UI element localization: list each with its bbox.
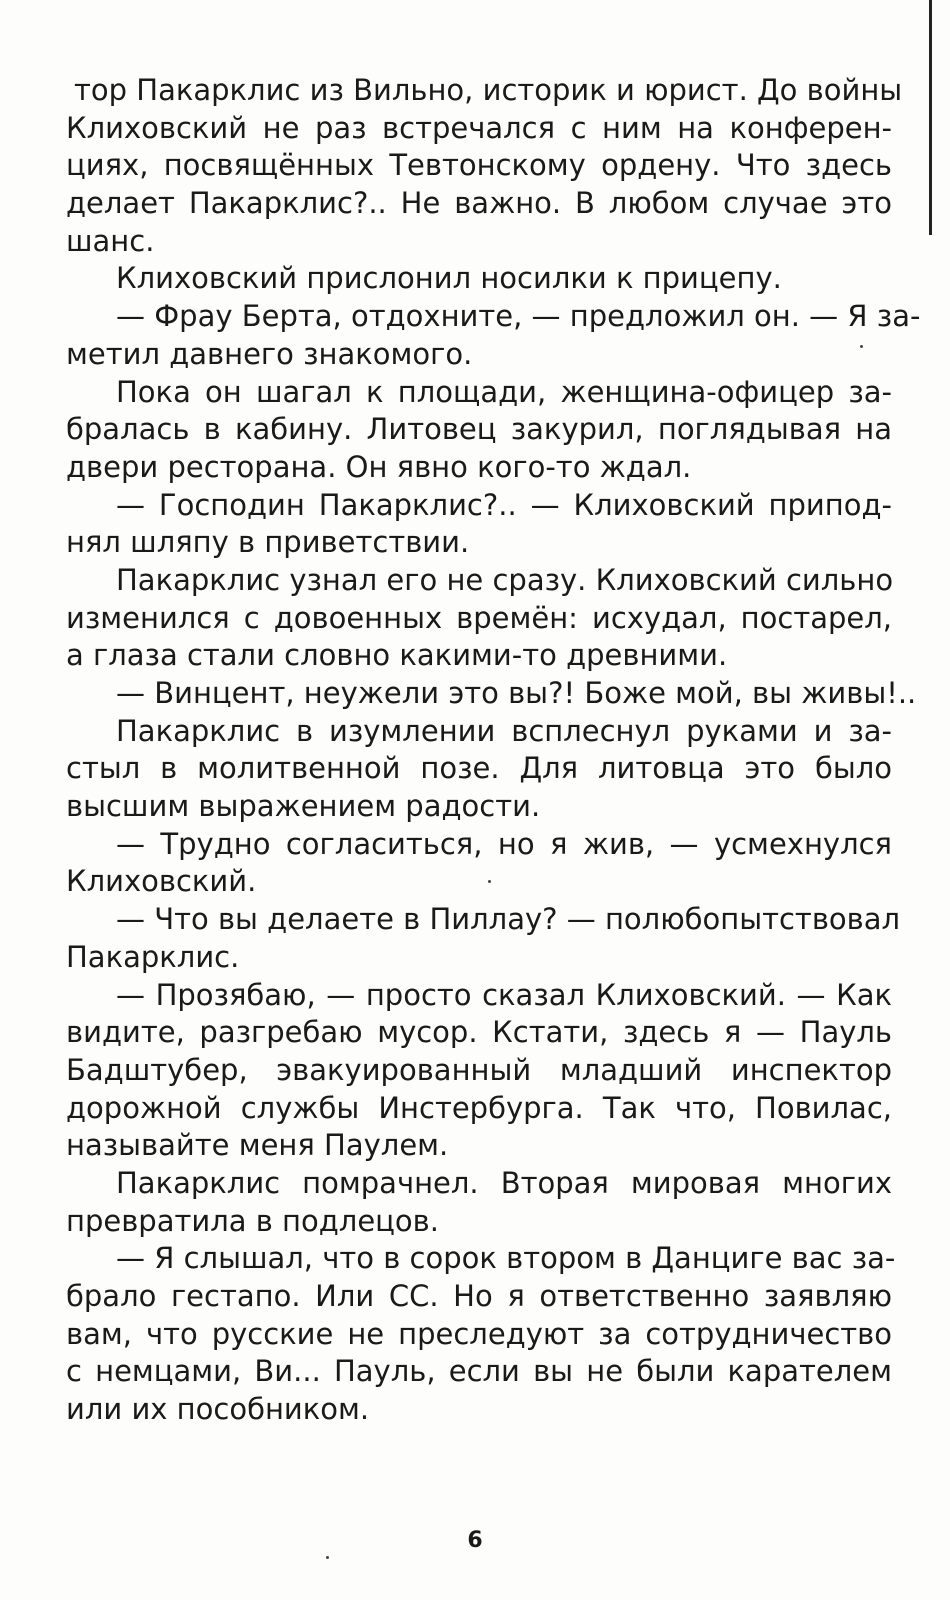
text-line: тор Пакарклис из Вильно, историк и юрист. До войны [74, 73, 903, 107]
text-line: метил давнего знакомого. [66, 336, 473, 371]
text-line: называйте меня Паулем. [66, 1128, 449, 1163]
text-line: циях, посвящённых Тевтонскому ордену. Что здесь [66, 148, 892, 183]
text-line: с немцами, Ви... Пауль, если вы не были карателем [66, 1354, 892, 1389]
text-line: — Винцент, неужели это вы?! Боже мой, вы живы!.. [116, 676, 917, 710]
text-line: стыл в молитвенной позе. Для литовца это было [66, 751, 892, 786]
print-speck [488, 880, 491, 883]
body-text [66, 72, 921, 1429]
text-line: — Трудно согласиться, но я жив, — усмехнулся [116, 826, 892, 861]
text-line: — Что вы делаете в Пиллау? — полюбопытствовал [116, 902, 901, 937]
text-line: Клиховский не раз встречался с ним на конферен- [66, 110, 892, 145]
page-number: 6 [467, 1528, 483, 1553]
text-line: Пока он шагал к площади, женщина-офицер за- [116, 374, 892, 409]
text-line: или их пособником. [66, 1392, 370, 1427]
text-line: делает Пакарклис?.. Не важно. В любом случае это [66, 186, 892, 221]
text-line: брало гестапо. Или СС. Но я ответственно заявляю [66, 1279, 892, 1313]
text-line: высшим выражением радости. [66, 789, 541, 824]
text-line: Клиховский. [66, 864, 257, 899]
text-line: нял шляпу в приветствии. [66, 525, 470, 560]
text-line: Пакарклис. [66, 939, 240, 974]
page-edge-line [929, 0, 932, 235]
text-line: Пакарклис помрачнел. Вторая мировая многих [116, 1165, 892, 1200]
text-line: видите, разгребаю мусор. Кстати, здесь я — Пауль [66, 1015, 892, 1050]
text-line: дорожной службы Инстербурга. Так что, Повилас, [66, 1090, 892, 1125]
text-line: Бадштубер, эвакуированный младший инспектор [66, 1052, 892, 1087]
text-line: двери ресторана. Он явно кого-то ждал. [66, 449, 692, 484]
text-line: бралась в кабину. Литовец закурил, поглядывая на [66, 412, 892, 447]
text-line: превратила в подлецов. [66, 1203, 439, 1238]
print-speck [860, 345, 863, 348]
text-line: — Фрау Берта, отдохните, — предложил он. — Я за- [116, 299, 921, 334]
text-line: а глаза стали словно какими-то древними. [66, 638, 728, 673]
text-line: изменился с довоенных времён: исхудал, постарел, [66, 600, 892, 635]
text-line: — Я слышал, что в сорок втором в Данциге вас за- [116, 1241, 896, 1276]
text-line: — Господин Пакарклис?.. — Клиховский припод- [116, 487, 892, 522]
text-line: Пакарклис узнал его не сразу. Клиховский сильно [116, 562, 894, 597]
text-line: вам, что русские не преследуют за сотрудничество [66, 1316, 892, 1351]
text-line: — Прозябаю, — просто сказал Клиховский. — Как [116, 977, 892, 1012]
text-line: шанс. [66, 223, 155, 258]
text-line: Клиховский прислонил носилки к прицепу. [116, 261, 782, 296]
text-line: Пакарклис в изумлении всплеснул руками и за- [116, 713, 892, 748]
print-speck [326, 1556, 329, 1559]
